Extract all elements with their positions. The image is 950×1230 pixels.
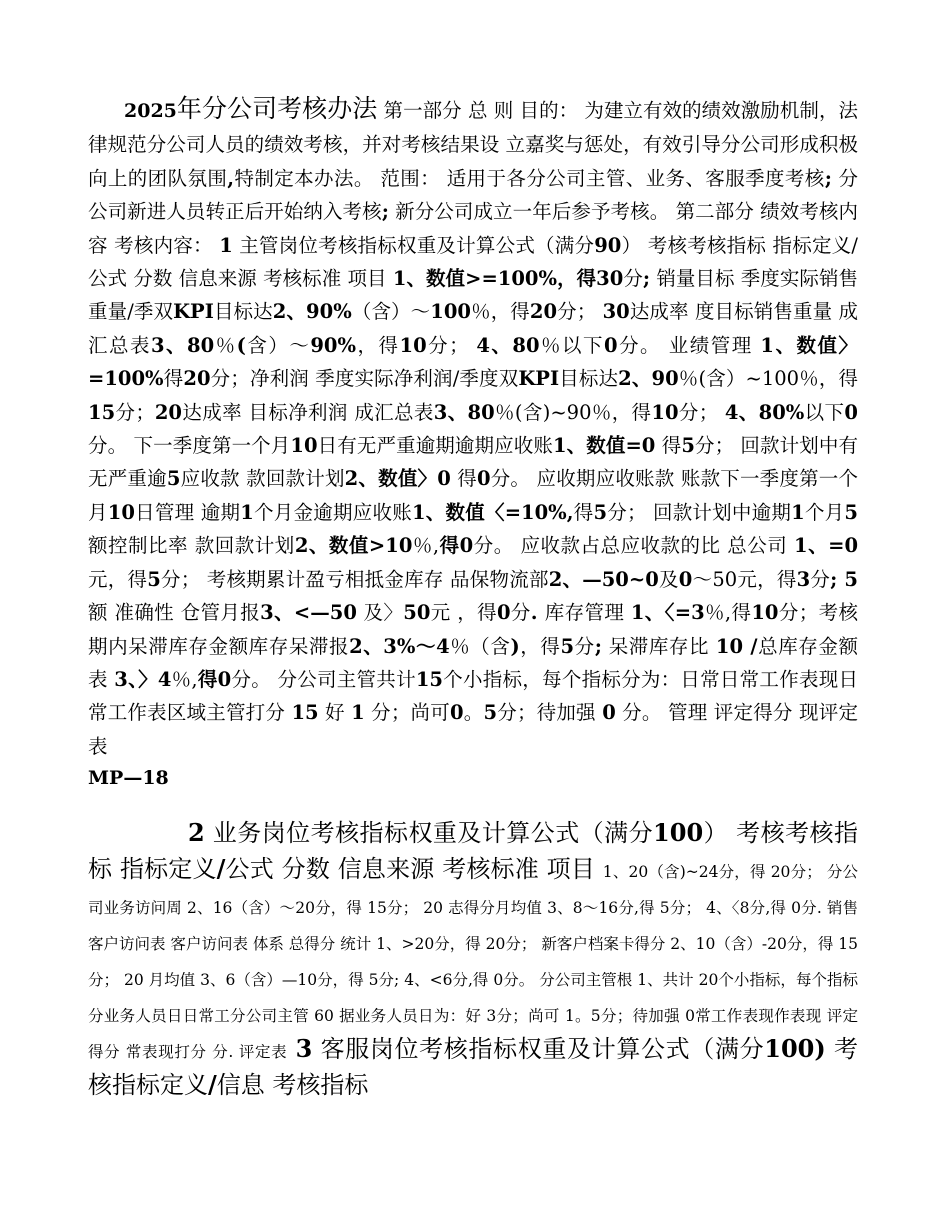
section3-title-b: 考核指标定义	[88, 1035, 858, 1100]
sales-unit-2: 分；	[557, 300, 603, 324]
profit-get-2: ％，得	[799, 367, 858, 391]
sales-definition: 销量目标 季度实际销售重量/季双	[88, 267, 858, 324]
profit-criterion-1: 1、数值〉=100%	[88, 333, 858, 391]
sales-100: 100	[430, 300, 471, 324]
profit-get: 得	[163, 367, 184, 391]
inv-points-5-c: 5	[483, 701, 498, 725]
inv-text-d: 分； 考核期累计盈亏相抵金库存 品保物流部	[160, 567, 549, 591]
inv-points-10: 10	[751, 601, 779, 625]
sales-points-0: 0	[604, 333, 618, 357]
inv-unit-2: 分	[510, 601, 531, 625]
section3-slash: /	[208, 1070, 217, 1100]
inv-text-w10: 分。 管理 评定得分 现评定表	[88, 701, 858, 758]
section2-body: 1、20（含)~24分，得 20分； 分公司业务访问周 2、16（含）～20分，得 15分； 20 志得分月均值 3、8～16分,得 5分； 4、〈8分,得 0分. 销售 客户访问表 客户访问表 体系 总得分 统计 1、>20分，得 20分； 新客户档案卡得分 2、10（含）-20分，得 15分； 20 月均值 3、6（含）—10分，得 5分; 4、<6分,得 0分。 分公司主管根 1、共计 20个小指标，每个指标分业务人员日日常工分公司主管 60 据业务人员日为：好 3分；尚可 1。5分；待加强 0常工作表现作表现 评定得分 常表现打分 分. 评定表	[88, 863, 858, 1062]
ar-criterion-2: 2、数值〉0	[344, 467, 451, 491]
sales-below: ％以下	[539, 333, 604, 357]
inv-zero: 0	[678, 567, 693, 591]
mp-code: MP—18	[88, 767, 169, 790]
section3-score: 100)	[764, 1034, 826, 1064]
sales-criterion-4: 4、80	[476, 333, 540, 357]
ar-points-5: 5	[681, 434, 695, 458]
new-staff-text: 分公司新进人员转正后开始纳入考核	[88, 166, 858, 224]
profit-criterion-4: 4、80%	[724, 400, 805, 424]
ar-text-w: 个月	[804, 500, 845, 524]
ar-get-2: 得	[457, 467, 477, 491]
sales-points-20: 20	[529, 300, 558, 324]
inv-text-z9: 呆滞库存比	[608, 634, 710, 658]
scope-semicolon: ;	[824, 166, 832, 190]
title-year: 2025	[124, 100, 177, 122]
inv-text-y9: 个小指标，每个指标分为：日常日常工作表现日常工作表区域主管打分	[88, 667, 858, 725]
profit-range-2: ％(含)~90	[494, 400, 592, 424]
inv-50: 50	[403, 601, 431, 625]
part2-header: 第二部分 绩效考核内容	[88, 200, 858, 257]
new-staff-semicolon: ;	[381, 200, 389, 224]
ar-text-i: 应收款 款回款计划	[180, 467, 345, 491]
section3-number: 3	[295, 1034, 313, 1064]
profit-unit-2: 分；	[678, 400, 719, 424]
ar-text-u: 分； 回款计划中逾期	[607, 500, 792, 524]
ar-points-0-b: 0	[459, 534, 474, 558]
inv-weight-10: 10 /	[715, 634, 758, 658]
sales-kpi: KPI	[173, 300, 214, 324]
inv-yuan-get: 元，得	[88, 567, 148, 591]
profit-points-10: 10	[651, 400, 679, 424]
section-1-paragraph	[88, 92, 858, 763]
section2-slash: /	[216, 854, 226, 884]
sales-target: 目标达	[213, 300, 273, 324]
inv-yuan-get-2: 元，得	[737, 567, 797, 591]
sales-end: 分。 业绩管理	[617, 333, 753, 357]
ar-text-a: 下一季度第一个月	[133, 434, 291, 458]
ar-month-1-b: 1	[791, 500, 805, 524]
ar-text-z5: 分。 应收款占总应收款的比 总公司	[473, 534, 788, 558]
inv-points-5-b: 5	[560, 634, 575, 658]
purpose-comma: ,	[227, 166, 235, 190]
ar-points-5-b: 5	[593, 500, 608, 524]
sales-criterion-1: 1、数值>=100%，得	[392, 267, 597, 291]
inv-points-1: 1	[351, 701, 365, 725]
ar-criterion-1: 1、数值=0	[552, 434, 656, 458]
ar-month-1: 1	[240, 500, 254, 524]
inv-weight-5: ; 5	[830, 567, 858, 591]
inv-pct-incl: ％（含	[449, 634, 511, 658]
scope-text: 适用于各分公司主管、业务、客服季度考核	[446, 166, 825, 190]
inv-semicolon: ;	[594, 634, 602, 658]
document-page	[88, 92, 858, 1103]
sales-criterion-3: 3、80	[150, 333, 215, 357]
profit-weight-20: 20	[154, 400, 182, 424]
ar-get-4: 得	[439, 534, 460, 558]
ar-criterion-4: 2、数值>10	[294, 534, 413, 558]
sales-paren: (	[236, 333, 246, 357]
inv-period: .	[530, 601, 545, 625]
section1-score: 90	[594, 233, 622, 257]
ar-day-10: 10	[290, 434, 318, 458]
inv-text-z: 分；考核期内呆滞库存金额库存呆滞报	[88, 601, 858, 658]
section3-title-a: 客服岗位考核指标权重及计算公式（满分	[320, 1035, 765, 1064]
sales-criterion-2: 2、90%	[272, 300, 352, 324]
ar-get-3: 得	[573, 500, 594, 524]
inv-points-0: 0	[496, 601, 511, 625]
sales-90: 90%	[310, 333, 357, 357]
profit-below: 以下	[804, 400, 845, 424]
sales-pct: ％	[214, 333, 237, 357]
profit-definition: 分；净利润 季度实际净利润/季度双	[210, 367, 519, 391]
purpose-end: 特制定本办法。	[234, 166, 374, 190]
inv-dot: 。	[463, 701, 484, 725]
inv-text-m: 额 准确性 仓管月报	[88, 601, 261, 625]
sales-unit: 分	[623, 267, 643, 291]
section2-title-c: 公式 分数 信息来源 考核标准 项目	[225, 855, 595, 884]
ar-text-o: 日管理 逾期	[134, 500, 241, 524]
profit-unit: 分；	[115, 400, 155, 424]
inv-criterion-4: 1、〈=3	[630, 601, 705, 625]
sales-incl-2: 含）～	[245, 333, 311, 357]
document-title: 年分公司考核办法	[176, 94, 378, 123]
inv-mgmt: 库存管理	[544, 601, 625, 625]
inv-fair: 分；尚可	[371, 701, 450, 725]
profit-kpi: KPI	[518, 367, 560, 391]
sales-pct-get: ％，得	[470, 300, 530, 324]
inv-and-2: 及〉	[363, 601, 404, 625]
ar-criterion-3: 1、数值〈=10%,	[411, 500, 574, 524]
inv-criterion-6: 3、〉4	[114, 667, 172, 691]
inv-unit: 分	[810, 567, 831, 591]
inv-points-0-b: 0	[217, 667, 232, 691]
inv-paren: )	[510, 634, 520, 658]
profit-points-20: 20	[183, 367, 211, 391]
sales-weight-30: 30	[602, 300, 630, 324]
profit-criterion-3: 3、80	[433, 400, 495, 424]
ar-points-0: 0	[476, 467, 491, 491]
profit-end: 分。	[88, 434, 128, 458]
inv-range: ～50	[692, 567, 738, 591]
sales-unit-3: 分；	[426, 333, 469, 357]
ar-text-m: 分。 应收期应收账款 账款下一季度第一个月	[88, 467, 858, 524]
scope-label: 范围：	[380, 166, 441, 190]
part1-header: 第一部分 总 则	[383, 99, 514, 122]
content-label: 考核内容：	[114, 233, 213, 257]
inv-get-3: 得	[197, 667, 218, 691]
inv-criterion-3: 3、<—50	[260, 601, 357, 625]
inv-points-5: 5	[147, 567, 161, 591]
ar-weight-5: 5	[166, 467, 181, 491]
inv-text-y7: 分。 分公司主管共计	[231, 667, 416, 691]
inv-text-y2: 总库存金额 表	[88, 634, 858, 691]
inv-points-0-d: 0	[602, 701, 616, 725]
sales-source: 达成率 度目标销售重量 成汇总表	[88, 300, 858, 357]
ar-text-q: 个月金逾期应收账	[253, 500, 412, 524]
section2-title-a: 业务岗位考核指标权重及计算公式（满分	[212, 819, 654, 848]
inv-improve: 分；待加强	[497, 701, 596, 725]
inv-unit-3: 分	[574, 634, 595, 658]
section1-number: 1	[219, 233, 233, 257]
sales-semicolon: ;	[642, 267, 651, 291]
profit-get-3: ％，得	[591, 400, 652, 424]
inv-points-0-c: 0	[449, 701, 464, 725]
profit-points-0: 0	[844, 400, 858, 424]
inv-yuan-get-3: 元 ，得	[430, 601, 497, 625]
inv-pct-2: ％,	[171, 667, 198, 691]
ar-text-g: 分； 回款计划中有无严重逾	[88, 434, 858, 491]
profit-criterion-2: 2、90	[618, 367, 679, 391]
inv-get-2: ，得	[519, 634, 561, 658]
ar-weight-5-b: 5	[844, 500, 858, 524]
inv-and: 及	[658, 567, 679, 591]
sales-get: ，得	[356, 333, 400, 357]
profit-points-15: 15	[88, 400, 116, 424]
ar-pct: ％,	[412, 534, 440, 558]
inv-criterion-1: 1、=0	[794, 534, 859, 558]
section2-score: 100	[653, 818, 704, 848]
section2-number: 2	[188, 818, 205, 848]
ar-get: 得	[661, 434, 682, 458]
section1-title-b: ） 考核考核指标 指标定义/公式 分数 信息来源 考核标准 项目	[88, 233, 858, 291]
inv-count-15: 15	[415, 667, 443, 691]
sales-points-10: 10	[399, 333, 427, 357]
inv-points-3: 3	[796, 567, 811, 591]
section1-title-a: 主管岗位考核指标权重及计算公式（满分	[239, 233, 595, 257]
inv-get: 得	[731, 601, 752, 625]
sales-incl: （含）～	[351, 300, 431, 324]
section-2-paragraph	[88, 815, 858, 1103]
ar-day-10-b: 10	[107, 500, 135, 524]
inv-weight-15: 15	[291, 701, 319, 725]
profit-target: 目标达	[559, 367, 619, 391]
purpose-text: 为建立有效的绩效激励机制，法律规范分公司人员的绩效考核，并对考核结果设 立嘉奖与惩处，有效引导分公司形成积极向上的团队氛围	[88, 99, 858, 190]
section2-title-b: ） 考核考核指标 指标定义	[88, 819, 858, 884]
inv-criterion-5: 2、3%～4	[349, 634, 450, 658]
inv-criterion-2: 2、—50~0	[548, 567, 659, 591]
ar-text-c: 日有无严重逾期逾期应收账	[317, 434, 553, 458]
ar-text-y: 额控制比率 款回款计划	[88, 534, 295, 558]
profit-range: ％(含）~100	[678, 367, 800, 391]
inv-good: 好	[325, 701, 345, 725]
profit-source: 达成率 目标净利润 成汇总表	[182, 400, 434, 424]
inv-pct: ％,	[704, 601, 732, 625]
section3-title-c: 信息 考核指标	[216, 1071, 369, 1100]
new-branch-text: 新分公司成立一年后参予考核。	[388, 200, 670, 224]
purpose-label: 目的：	[519, 99, 579, 122]
sales-points-30: 30	[596, 267, 624, 291]
